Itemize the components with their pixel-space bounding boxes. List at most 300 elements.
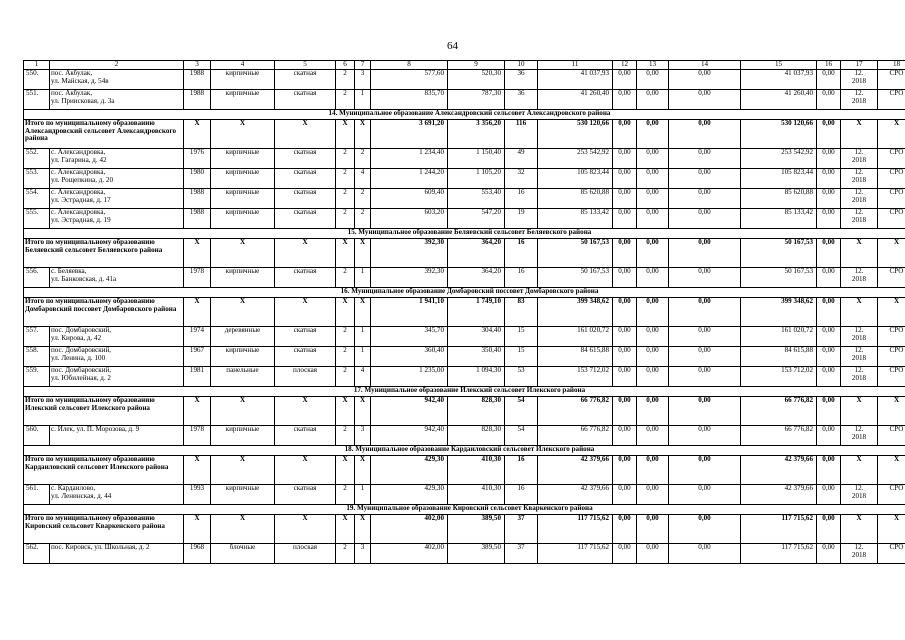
method-cell: СРО xyxy=(878,168,905,188)
col12-cell: 0,00 xyxy=(613,455,637,484)
col13-cell: 0,00 xyxy=(637,346,669,366)
cost-cell: 153 712,02 xyxy=(538,366,613,386)
col12-cell: 0,00 xyxy=(613,514,637,543)
roof-cell: скатная xyxy=(275,425,336,445)
col16-cell: 0,00 xyxy=(817,366,841,386)
residential-area-cell: 364,20 xyxy=(448,238,505,267)
house-row xyxy=(24,484,905,504)
col14-cell: 0,00 xyxy=(669,366,741,386)
house-row xyxy=(24,188,905,208)
subtotal-row xyxy=(24,119,905,148)
deadline-month: 12. xyxy=(854,69,864,77)
house-row xyxy=(24,326,905,346)
year-cell: X xyxy=(184,396,211,425)
floors-cell: X xyxy=(336,238,355,267)
house-row xyxy=(24,346,905,366)
floors-cell: X xyxy=(336,396,355,425)
column-header-1: 1 xyxy=(24,61,50,70)
col16-cell: 0,00 xyxy=(817,168,841,188)
col13-cell: 0,00 xyxy=(637,188,669,208)
entrances-cell: 2 xyxy=(355,148,371,168)
residents-cell: 49 xyxy=(505,148,538,168)
residents-cell: 53 xyxy=(505,366,538,386)
house-row xyxy=(24,543,905,563)
walls-cell: X xyxy=(211,119,275,148)
col14-cell: 0,00 xyxy=(669,455,741,484)
section-heading: 15. Муниципальное образование Беляевский сельсовет Беляевского района xyxy=(24,228,905,238)
col12-cell: 0,00 xyxy=(613,267,637,287)
col13-cell: 0,00 xyxy=(637,425,669,445)
col12-cell: 0,00 xyxy=(613,297,637,326)
address-line-1: с. Александровка, xyxy=(51,168,106,176)
col15-cell: 117 715,62 xyxy=(741,543,817,563)
deadline-year: 2018 xyxy=(851,491,867,500)
address-cell xyxy=(50,543,184,563)
cost-cell: 253 542,92 xyxy=(538,148,613,168)
col17-cell: X xyxy=(841,119,878,148)
deadline-month: 12. xyxy=(854,89,864,97)
method-cell: СРО xyxy=(878,89,905,109)
address-cell xyxy=(50,188,184,208)
col17-cell: X xyxy=(841,297,878,326)
col14-cell: 0,00 xyxy=(669,148,741,168)
floors-cell: 2 xyxy=(336,543,355,563)
col14-cell: 0,00 xyxy=(669,168,741,188)
roof-cell: скатная xyxy=(275,148,336,168)
floors-cell: 2 xyxy=(336,425,355,445)
section-heading-row xyxy=(24,445,905,455)
col15-cell: 117 715,62 xyxy=(741,514,817,543)
address-line-1: с. Кардаилово, xyxy=(51,484,96,492)
column-header-10: 10 xyxy=(505,61,538,70)
roof-cell: X xyxy=(275,119,336,148)
floors-cell: 2 xyxy=(336,484,355,504)
col13-cell: 0,00 xyxy=(637,168,669,188)
col12-cell: 0,00 xyxy=(613,543,637,563)
cost-cell: 85 620,88 xyxy=(538,188,613,208)
address-cell xyxy=(50,168,184,188)
address-cell xyxy=(50,346,184,366)
residents-cell: 16 xyxy=(505,188,538,208)
total-area-cell: 609,40 xyxy=(371,188,448,208)
address-cell xyxy=(50,267,184,287)
residential-area-cell: 520,30 xyxy=(448,69,505,89)
col15-cell: 153 712,02 xyxy=(741,366,817,386)
floors-cell: X xyxy=(336,297,355,326)
roof-cell: скатная xyxy=(275,346,336,366)
method-cell: СРО xyxy=(878,366,905,386)
col16-cell: 0,00 xyxy=(817,514,841,543)
address-line-1: с. Илек, ул. П. Морозова, д. 9 xyxy=(51,425,140,433)
floors-cell: 2 xyxy=(336,346,355,366)
col14-cell: 0,00 xyxy=(669,543,741,563)
total-area-cell: 3 691,20 xyxy=(371,119,448,148)
housing-register-table xyxy=(23,60,905,564)
row-index: 550. xyxy=(24,69,50,89)
col13-cell: 0,00 xyxy=(637,396,669,425)
residents-cell: 15 xyxy=(505,326,538,346)
deadline-month: 12. xyxy=(854,543,864,551)
address-line-2: ул. Приисковая, д. 3а xyxy=(51,96,115,105)
col17-cell: X xyxy=(841,514,878,543)
col18-cell: X xyxy=(878,119,905,148)
section-heading-row xyxy=(24,109,905,119)
walls-cell: кирпичные xyxy=(211,425,275,445)
method-cell: СРО xyxy=(878,425,905,445)
deadline-cell xyxy=(841,188,878,208)
column-number-header xyxy=(24,61,905,70)
col13-cell: 0,00 xyxy=(637,455,669,484)
year-cell: 1976 xyxy=(184,148,211,168)
col12-cell: 0,00 xyxy=(613,346,637,366)
residential-area-cell: 828,30 xyxy=(448,396,505,425)
section-heading: 19. Муниципальное образование Кировский сельсовет Кваркенского района xyxy=(24,504,905,514)
cost-cell: 66 776,82 xyxy=(538,396,613,425)
address-line-1: пос. Домбаровский, xyxy=(51,366,112,374)
year-cell: X xyxy=(184,297,211,326)
col12-cell: 0,00 xyxy=(613,168,637,188)
total-area-cell: 835,70 xyxy=(371,89,448,109)
year-cell: 1967 xyxy=(184,346,211,366)
entrances-cell: 1 xyxy=(355,89,371,109)
address-line-2: ул. Банковская, д. 41а xyxy=(51,274,117,283)
floors-cell: X xyxy=(336,119,355,148)
col12-cell: 0,00 xyxy=(613,425,637,445)
col15-cell: 50 167,53 xyxy=(741,267,817,287)
house-row xyxy=(24,208,905,228)
roof-cell: скатная xyxy=(275,267,336,287)
walls-cell: деревянные xyxy=(211,326,275,346)
method-cell: СРО xyxy=(878,484,905,504)
cost-cell: 105 823,44 xyxy=(538,168,613,188)
roof-cell: X xyxy=(275,238,336,267)
cost-cell: 42 379,66 xyxy=(538,455,613,484)
cost-cell: 161 020,72 xyxy=(538,326,613,346)
col16-cell: 0,00 xyxy=(817,484,841,504)
residential-area-cell: 553,40 xyxy=(448,188,505,208)
row-index: 556. xyxy=(24,267,50,287)
col15-cell: 41 260,40 xyxy=(741,89,817,109)
col15-cell: 50 167,53 xyxy=(741,238,817,267)
floors-cell: 2 xyxy=(336,148,355,168)
total-area-cell: 429,30 xyxy=(371,455,448,484)
col16-cell: 0,00 xyxy=(817,297,841,326)
deadline-month: 12. xyxy=(854,366,864,374)
subtotal-label: Итого по муниципальному образованию Кардаиловский сельсовет Илекского района xyxy=(24,455,184,484)
deadline-month: 12. xyxy=(854,326,864,334)
column-header-12: 12 xyxy=(613,61,637,70)
residents-cell: 83 xyxy=(505,297,538,326)
walls-cell: кирпичные xyxy=(211,484,275,504)
col12-cell: 0,00 xyxy=(613,89,637,109)
entrances-cell: X xyxy=(355,514,371,543)
address-line-2: ул. Юбилейная, д. 2 xyxy=(51,373,111,382)
col16-cell: 0,00 xyxy=(817,455,841,484)
col16-cell: 0,00 xyxy=(817,396,841,425)
col13-cell: 0,00 xyxy=(637,297,669,326)
roof-cell: X xyxy=(275,455,336,484)
entrances-cell: X xyxy=(355,238,371,267)
col14-cell: 0,00 xyxy=(669,326,741,346)
col15-cell: 85 620,88 xyxy=(741,188,817,208)
column-header-7: 7 xyxy=(355,61,371,70)
total-area-cell: 402,00 xyxy=(371,514,448,543)
deadline-year: 2018 xyxy=(851,333,867,342)
deadline-cell xyxy=(841,326,878,346)
house-row xyxy=(24,267,905,287)
address-line-1: с. Александровка, xyxy=(51,188,106,196)
address-line-1: с. Александровка, xyxy=(51,208,106,216)
residents-cell: 16 xyxy=(505,455,538,484)
roof-cell: скатная xyxy=(275,188,336,208)
col12-cell: 0,00 xyxy=(613,188,637,208)
col14-cell: 0,00 xyxy=(669,89,741,109)
address-cell xyxy=(50,484,184,504)
col15-cell: 41 037,93 xyxy=(741,69,817,89)
house-row xyxy=(24,168,905,188)
deadline-month: 12. xyxy=(854,148,864,156)
col12-cell: 0,00 xyxy=(613,396,637,425)
roof-cell: плоская xyxy=(275,366,336,386)
address-line-1: с. Александровка, xyxy=(51,148,106,156)
entrances-cell: 4 xyxy=(355,168,371,188)
section-heading: 16. Муниципальное образование Домбаровский поссовет Домбаровского района xyxy=(24,287,905,297)
roof-cell: скатная xyxy=(275,69,336,89)
row-index: 557. xyxy=(24,326,50,346)
col13-cell: 0,00 xyxy=(637,148,669,168)
col14-cell: 0,00 xyxy=(669,514,741,543)
walls-cell: кирпичные xyxy=(211,267,275,287)
address-line-2: ул. Майская, д. 54в xyxy=(51,76,109,85)
house-row xyxy=(24,89,905,109)
residential-area-cell: 410,30 xyxy=(448,484,505,504)
section-heading-row xyxy=(24,386,905,396)
col14-cell: 0,00 xyxy=(669,396,741,425)
roof-cell: скатная xyxy=(275,208,336,228)
column-header-6: 6 xyxy=(336,61,355,70)
address-cell xyxy=(50,326,184,346)
method-cell: СРО xyxy=(878,326,905,346)
cost-cell: 66 776,82 xyxy=(538,425,613,445)
subtotal-label: Итого по муниципальному образованию Домбаровский поссовет Домбаровского района xyxy=(24,297,184,326)
walls-cell: панельные xyxy=(211,366,275,386)
column-header-17: 17 xyxy=(841,61,878,70)
deadline-cell xyxy=(841,543,878,563)
roof-cell: X xyxy=(275,396,336,425)
residents-cell: 32 xyxy=(505,168,538,188)
col15-cell: 105 823,44 xyxy=(741,168,817,188)
year-cell: X xyxy=(184,238,211,267)
cost-cell: 41 037,93 xyxy=(538,69,613,89)
col18-cell: X xyxy=(878,238,905,267)
deadline-cell xyxy=(841,346,878,366)
total-area-cell: 603,20 xyxy=(371,208,448,228)
row-index: 555. xyxy=(24,208,50,228)
col13-cell: 0,00 xyxy=(637,326,669,346)
section-heading-row xyxy=(24,504,905,514)
residents-cell: 36 xyxy=(505,69,538,89)
floors-cell: 2 xyxy=(336,267,355,287)
col17-cell: X xyxy=(841,455,878,484)
residential-area-cell: 828,30 xyxy=(448,425,505,445)
deadline-month: 12. xyxy=(854,267,864,275)
col16-cell: 0,00 xyxy=(817,425,841,445)
col16-cell: 0,00 xyxy=(817,89,841,109)
col16-cell: 0,00 xyxy=(817,346,841,366)
col13-cell: 0,00 xyxy=(637,267,669,287)
method-cell: СРО xyxy=(878,346,905,366)
roof-cell: X xyxy=(275,297,336,326)
col18-cell: X xyxy=(878,514,905,543)
residents-cell: 54 xyxy=(505,425,538,445)
column-header-14: 14 xyxy=(669,61,741,70)
table-body xyxy=(24,61,905,564)
house-row xyxy=(24,425,905,445)
subtotal-row xyxy=(24,514,905,543)
roof-cell: скатная xyxy=(275,326,336,346)
year-cell: 1978 xyxy=(184,425,211,445)
address-line-2: ул. Ленина, д. 100 xyxy=(51,353,106,362)
walls-cell: кирпичные xyxy=(211,208,275,228)
roof-cell: скатная xyxy=(275,89,336,109)
entrances-cell: X xyxy=(355,119,371,148)
floors-cell: X xyxy=(336,514,355,543)
residential-area-cell: 364,20 xyxy=(448,267,505,287)
row-index: 559. xyxy=(24,366,50,386)
col17-cell: X xyxy=(841,238,878,267)
walls-cell: X xyxy=(211,297,275,326)
page-number: 64 xyxy=(447,40,458,52)
floors-cell: 2 xyxy=(336,89,355,109)
col13-cell: 0,00 xyxy=(637,514,669,543)
subtotal-row xyxy=(24,297,905,326)
section-heading-row xyxy=(24,287,905,297)
cost-cell: 41 260,40 xyxy=(538,89,613,109)
residential-area-cell: 1 094,30 xyxy=(448,366,505,386)
residential-area-cell: 787,30 xyxy=(448,89,505,109)
house-row xyxy=(24,366,905,386)
cost-cell: 50 167,53 xyxy=(538,238,613,267)
entrances-cell: 1 xyxy=(355,484,371,504)
column-header-9: 9 xyxy=(448,61,505,70)
col16-cell: 0,00 xyxy=(817,208,841,228)
method-cell: СРО xyxy=(878,208,905,228)
row-index: 552. xyxy=(24,148,50,168)
entrances-cell: 2 xyxy=(355,208,371,228)
row-index: 560. xyxy=(24,425,50,445)
address-line-1: пос. Домбаровский, xyxy=(51,346,112,354)
col13-cell: 0,00 xyxy=(637,208,669,228)
roof-cell: скатная xyxy=(275,484,336,504)
col16-cell: 0,00 xyxy=(817,238,841,267)
walls-cell: блочные xyxy=(211,543,275,563)
subtotal-label: Итого по муниципальному образованию Александровский сельсовет Александровского района xyxy=(24,119,184,148)
cost-cell: 42 379,66 xyxy=(538,484,613,504)
entrances-cell: 1 xyxy=(355,267,371,287)
total-area-cell: 392,30 xyxy=(371,238,448,267)
col16-cell: 0,00 xyxy=(817,69,841,89)
col14-cell: 0,00 xyxy=(669,119,741,148)
col16-cell: 0,00 xyxy=(817,543,841,563)
deadline-year: 2018 xyxy=(851,155,867,164)
residents-cell: 37 xyxy=(505,543,538,563)
col14-cell: 0,00 xyxy=(669,267,741,287)
deadline-month: 12. xyxy=(854,484,864,492)
address-line-1: пос. Акбулак, xyxy=(51,89,93,97)
walls-cell: кирпичные xyxy=(211,168,275,188)
row-index: 551. xyxy=(24,89,50,109)
col15-cell: 66 776,82 xyxy=(741,396,817,425)
total-area-cell: 1 234,40 xyxy=(371,148,448,168)
method-cell: СРО xyxy=(878,188,905,208)
col12-cell: 0,00 xyxy=(613,208,637,228)
col16-cell: 0,00 xyxy=(817,119,841,148)
floors-cell: 2 xyxy=(336,69,355,89)
total-area-cell: 942,40 xyxy=(371,425,448,445)
entrances-cell: 3 xyxy=(355,543,371,563)
residents-cell: 15 xyxy=(505,346,538,366)
col12-cell: 0,00 xyxy=(613,238,637,267)
address-cell xyxy=(50,366,184,386)
col13-cell: 0,00 xyxy=(637,238,669,267)
deadline-year: 2018 xyxy=(851,274,867,283)
column-header-15: 15 xyxy=(741,61,817,70)
total-area-cell: 942,40 xyxy=(371,396,448,425)
entrances-cell: 2 xyxy=(355,188,371,208)
col12-cell: 0,00 xyxy=(613,69,637,89)
address-line-2: ул. Эстрадная, д. 19 xyxy=(51,215,111,224)
address-cell xyxy=(50,208,184,228)
column-header-11: 11 xyxy=(538,61,613,70)
col14-cell: 0,00 xyxy=(669,425,741,445)
col12-cell: 0,00 xyxy=(613,148,637,168)
deadline-cell xyxy=(841,148,878,168)
column-header-13: 13 xyxy=(637,61,669,70)
floors-cell: X xyxy=(336,455,355,484)
address-line-1: пос. Акбулак, xyxy=(51,69,93,77)
address-line-2: ул. Гагарина, д. 42 xyxy=(51,155,107,164)
cost-cell: 117 715,62 xyxy=(538,543,613,563)
row-index: 554. xyxy=(24,188,50,208)
row-index: 561. xyxy=(24,484,50,504)
col15-cell: 399 348,62 xyxy=(741,297,817,326)
col17-cell: X xyxy=(841,396,878,425)
col14-cell: 0,00 xyxy=(669,208,741,228)
col14-cell: 0,00 xyxy=(669,238,741,267)
section-heading: 18. Муниципальное образование Кардаиловский сельсовет Илекского района xyxy=(24,445,905,455)
subtotal-label: Итого по муниципальному образованию Илекский сельсовет Илекского района xyxy=(24,396,184,425)
walls-cell: X xyxy=(211,238,275,267)
residential-area-cell: 1 150,40 xyxy=(448,148,505,168)
col13-cell: 0,00 xyxy=(637,484,669,504)
total-area-cell: 392,30 xyxy=(371,267,448,287)
subtotal-row xyxy=(24,455,905,484)
entrances-cell: 3 xyxy=(355,69,371,89)
method-cell: СРО xyxy=(878,148,905,168)
col15-cell: 530 120,66 xyxy=(741,119,817,148)
total-area-cell: 429,30 xyxy=(371,484,448,504)
address-line-1: с. Беляевка, xyxy=(51,267,87,275)
col13-cell: 0,00 xyxy=(637,69,669,89)
deadline-year: 2018 xyxy=(851,76,867,85)
address-line-2: ул. Рощепкина, д. 20 xyxy=(51,175,114,184)
deadline-month: 12. xyxy=(854,188,864,196)
subtotal-row xyxy=(24,396,905,425)
roof-cell: X xyxy=(275,514,336,543)
address-cell xyxy=(50,69,184,89)
deadline-cell xyxy=(841,267,878,287)
entrances-cell: 1 xyxy=(355,326,371,346)
